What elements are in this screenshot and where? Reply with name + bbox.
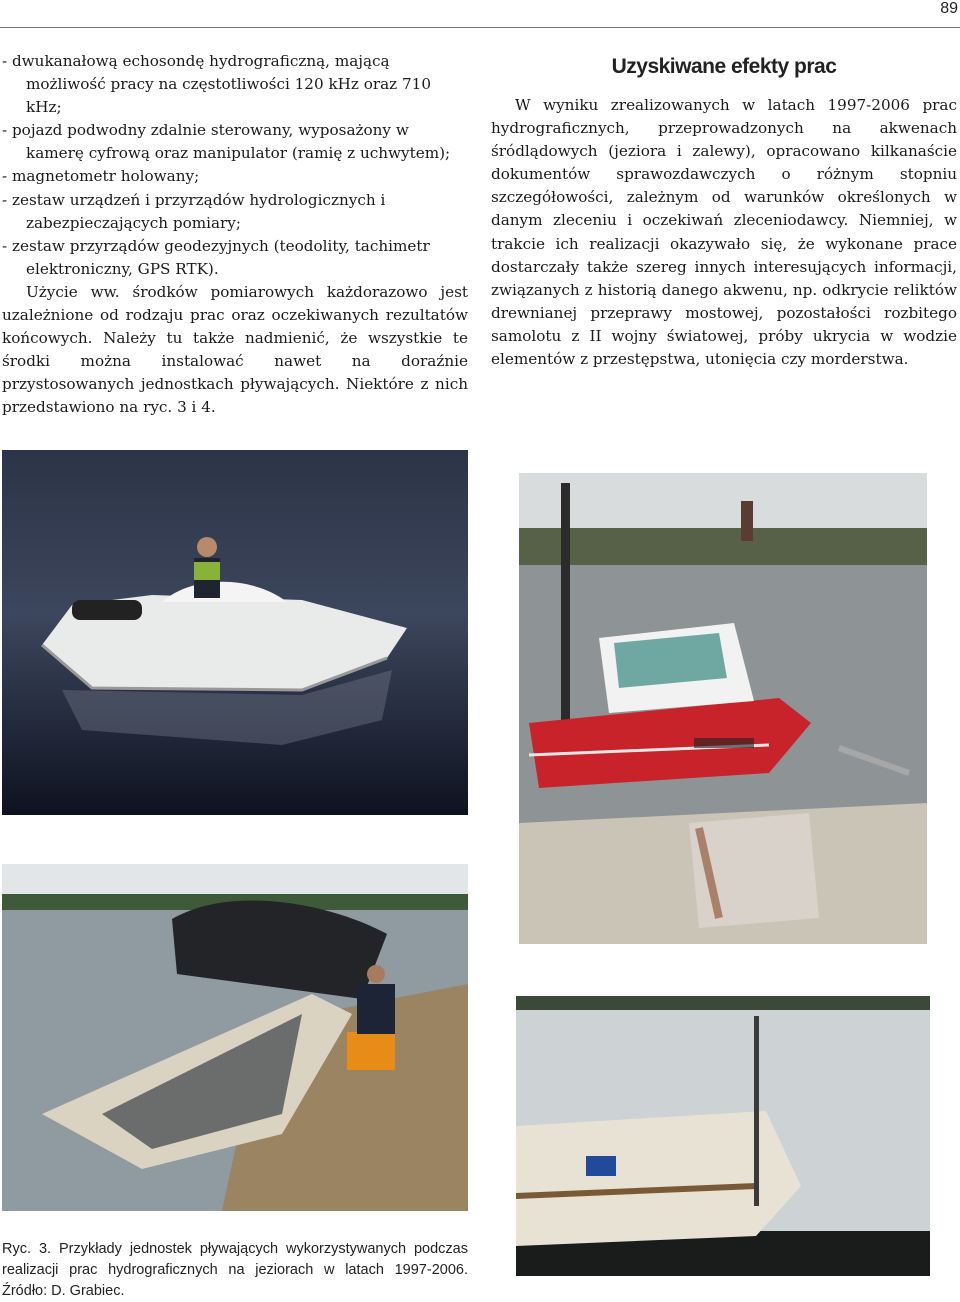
photo-rib-boat (519, 473, 927, 944)
list-item: - pojazd podwodny zdalnie sterowany, wyposażony w kamerę cyfrową oraz manipulator (ramię z uchwytem); (2, 121, 451, 163)
photo-pedal-boats-mast (516, 996, 930, 1276)
figure-caption: Ryc. 3. Przykłady jednostek pływających wykorzystywanych podczas realizacji prac hydrograficznych na jeziorach w latach 1997-2006. Źródło: D. Grabiec. (2, 1241, 468, 1299)
right-column (491, 50, 957, 371)
page-number: 89 (940, 0, 958, 17)
left-column (2, 50, 468, 420)
list-item: - magnetometr holowany; (2, 167, 200, 186)
body-paragraph: Użycie ww. środków pomiarowych każdorazowo jest uzależnione od rodzaju prac oraz oczekiwanych rezultatów końcowych. Należy tu także nadmienić, że wszystkie te środki można instalować nawet na doraźnie przystosowanych jednostkach pływających. Niektóre z nich przedstawiono na ryc. 3 i 4. (2, 282, 468, 417)
photo-pedal-boat (2, 450, 468, 815)
list-item: - zestaw urządzeń i przyrządów hydrologicznych i zabezpieczających pomiary; (2, 190, 386, 232)
list-item: - dwukanałową echosondę hydrograficzną, mającą możliwość pracy na częstotliwości 120 kHz oraz 710 kHz; (2, 52, 431, 117)
header-rule (0, 27, 960, 28)
list-item: - zestaw przyrządów geodezyjnych (teodolity, tachimetr elektroniczny, GPS RTK). (2, 236, 430, 278)
section-heading: Uzyskiwane efekty prac (611, 55, 837, 78)
body-paragraph: W wyniku zrealizowanych w latach 1997-2006 prac hydrograficznych, przeprowadzonych na akwenach śródlądowych (jeziora i zalewy), opracowano kilkanaście dokumentów sprawozdawczych o różnym stopniu szczegółowości, zależnym od warunków określonych w danym zleceniu i oczekiwań zleceniodawcy. Niemniej, w trakcie ich realizacji okazywało się, że wykonane prace dostarczały także szereg innych interesujących informacji, związanych z historią danego akwenu, np. odkrycie reliktów drewnianej przeprawy mostowej, pozostałości rozbitego samolotu z II wojny światowej, próby ukrycia w wodzie elementów z przestępstwa, utonięcia czy morderstwa. (491, 96, 957, 369)
photo-canopy-boat (2, 864, 468, 1211)
